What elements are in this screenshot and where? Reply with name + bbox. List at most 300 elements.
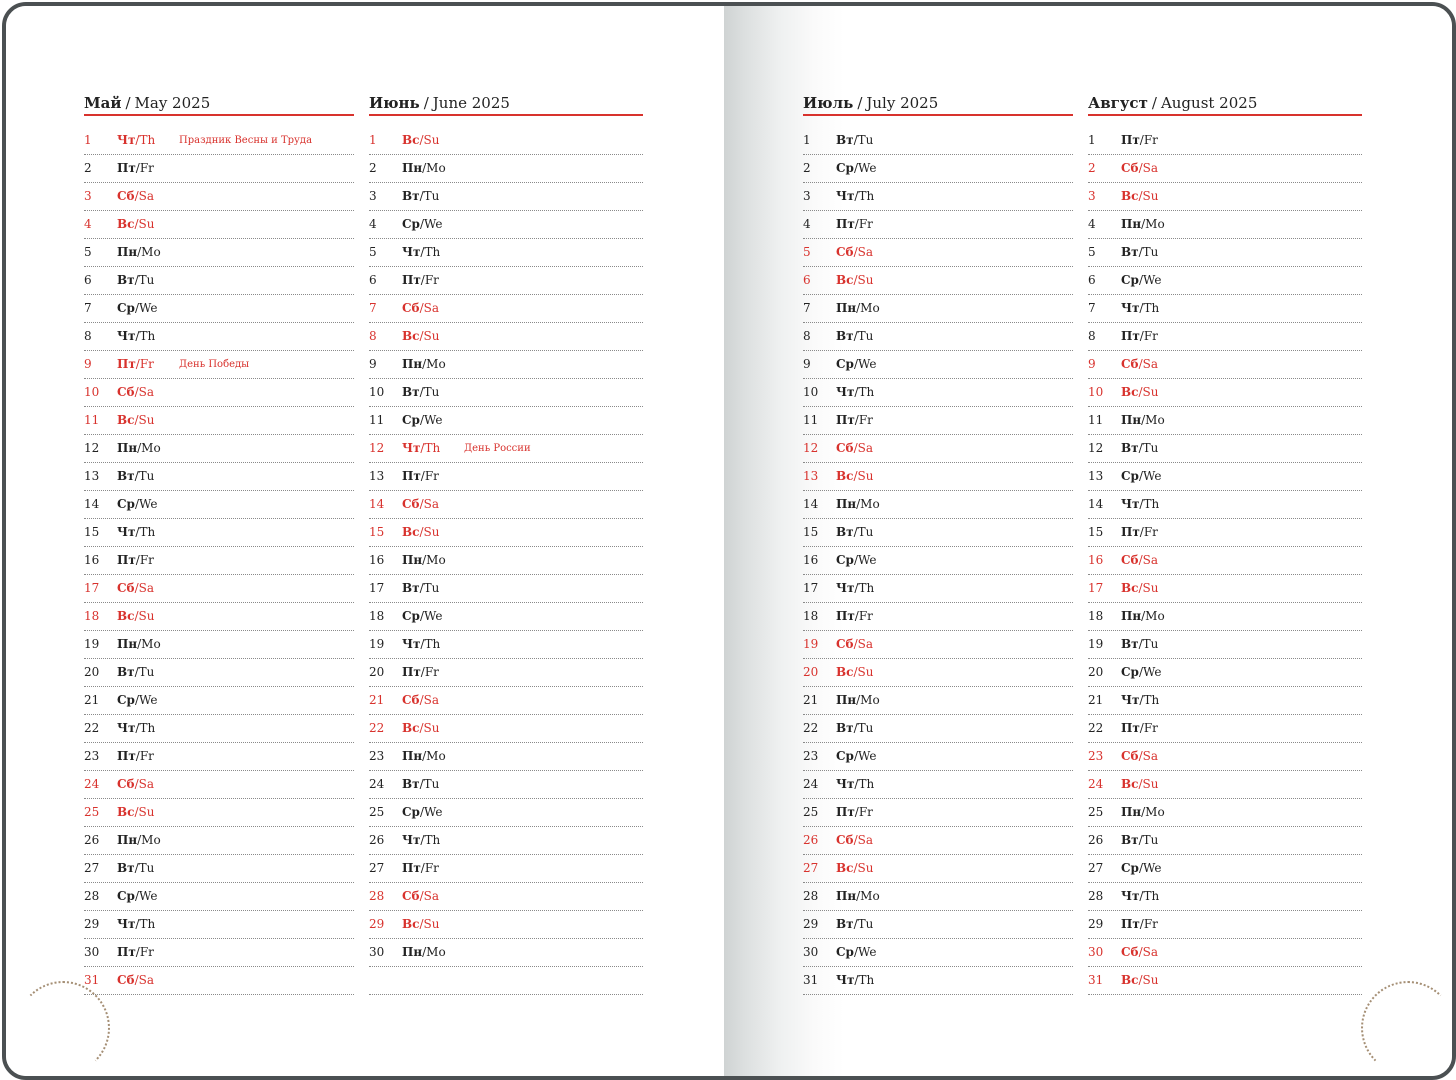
corner-ornament-right [1361, 981, 1455, 1075]
weekday-en: Th [1143, 889, 1160, 903]
weekday: Пн/Mo [117, 833, 161, 847]
weekday: Вс/Su [836, 665, 874, 679]
weekday-en: We [424, 217, 443, 231]
weekday-ru: Пт [117, 945, 136, 959]
weekday-en: Th [424, 833, 441, 847]
weekday-en: Tu [857, 133, 874, 147]
weekday-ru: Чт [1121, 889, 1140, 903]
day-row [84, 379, 354, 407]
day-number: 11 [369, 413, 385, 427]
weekday: Сб/Sa [402, 497, 439, 511]
weekday-ru: Ср [1121, 469, 1139, 483]
day-row [84, 239, 354, 267]
day-row [803, 715, 1073, 743]
weekday-en: Mo [860, 497, 880, 511]
weekday: Вт/Tu [1121, 245, 1159, 259]
weekday-ru: Пт [402, 273, 421, 287]
weekday: Вт/Tu [1121, 441, 1159, 455]
weekday-en: Su [1142, 189, 1159, 203]
weekday-ru: Ср [402, 413, 420, 427]
day-number: 26 [803, 833, 819, 847]
weekday-en: Mo [141, 441, 161, 455]
weekday: Вс/Su [402, 329, 440, 343]
weekday-en: Fr [139, 357, 154, 371]
day-row [369, 603, 643, 631]
day-number: 18 [803, 609, 819, 623]
weekday-en: Tu [857, 917, 874, 931]
weekday: Вт/Tu [836, 329, 874, 343]
weekday: Сб/Sa [117, 581, 154, 595]
weekday-en: Mo [1145, 217, 1165, 231]
day-row [84, 911, 354, 939]
day-row [1088, 519, 1362, 547]
weekday-en: Fr [1143, 329, 1158, 343]
weekday-ru: Ср [836, 945, 854, 959]
weekday-en: Su [423, 133, 440, 147]
month-title [1088, 92, 1362, 116]
day-row [1088, 127, 1362, 155]
day-number: 26 [84, 833, 100, 847]
weekday: Вт/Tu [117, 469, 155, 483]
weekday-ru: Чт [402, 833, 421, 847]
day-number: 23 [84, 749, 100, 763]
weekday-ru: Вт [836, 525, 854, 539]
weekday: Вт/Tu [836, 525, 874, 539]
day-number: 21 [84, 693, 100, 707]
weekday: Пн/Mo [402, 161, 446, 175]
weekday: Пн/Mo [836, 301, 880, 315]
day-row [84, 435, 354, 463]
day-list [1088, 127, 1362, 995]
weekday-en: Sa [423, 301, 439, 315]
day-number: 23 [369, 749, 385, 763]
weekday-en: Th [858, 973, 875, 987]
weekday: Ср/We [402, 413, 443, 427]
weekday-ru: Чт [1121, 693, 1140, 707]
weekday-en: Su [423, 917, 440, 931]
day-list [84, 127, 354, 995]
weekday-ru: Вт [117, 665, 135, 679]
weekday: Вт/Tu [402, 385, 440, 399]
weekday-en: Fr [858, 413, 873, 427]
corner-ornament-left [16, 981, 110, 1075]
day-number: 21 [1088, 693, 1104, 707]
weekday-ru: Сб [1121, 749, 1139, 763]
weekday-ru: Пт [836, 609, 855, 623]
weekday-en: We [1143, 861, 1162, 875]
weekday-en: We [139, 301, 158, 315]
day-row [369, 323, 643, 351]
day-row [369, 631, 643, 659]
day-number: 5 [1088, 245, 1096, 259]
weekday-en: Th [424, 245, 441, 259]
weekday: Чт/Th [836, 973, 875, 987]
day-row [369, 267, 643, 295]
weekday-ru: Вт [836, 721, 854, 735]
weekday: Сб/Sa [402, 889, 439, 903]
weekday-ru: Вс [117, 609, 135, 623]
weekday: Пт/Fr [117, 161, 154, 175]
weekday-ru: Сб [402, 301, 420, 315]
weekday-en: We [424, 609, 443, 623]
holiday-note: Праздник Весны и Труда [179, 135, 313, 146]
day-row [369, 547, 643, 575]
day-row [1088, 799, 1362, 827]
day-row [803, 687, 1073, 715]
day-number: 27 [803, 861, 819, 875]
weekday: Вс/Su [1121, 189, 1159, 203]
weekday-en: Th [139, 133, 156, 147]
weekday-en: Mo [426, 161, 446, 175]
day-number: 3 [803, 189, 811, 203]
weekday: Ср/We [117, 693, 158, 707]
day-row [369, 239, 643, 267]
weekday-en: We [1143, 273, 1162, 287]
weekday-en: Th [1143, 693, 1160, 707]
day-number: 31 [803, 973, 819, 987]
weekday: Сб/Sa [402, 693, 439, 707]
day-number: 20 [84, 665, 100, 679]
weekday-ru: Ср [1121, 665, 1139, 679]
weekday: Ср/We [117, 497, 158, 511]
weekday-ru: Пн [402, 945, 423, 959]
weekday-en: Mo [860, 301, 880, 315]
day-row [803, 771, 1073, 799]
day-number: 12 [369, 441, 385, 455]
day-number: 26 [369, 833, 385, 847]
weekday: Сб/Sa [836, 441, 873, 455]
day-number: 20 [803, 665, 819, 679]
weekday: Сб/Sa [1121, 161, 1158, 175]
weekday-en: Sa [857, 245, 873, 259]
day-row [84, 967, 354, 995]
weekday-ru: Сб [117, 973, 135, 987]
weekday-ru: Пн [836, 693, 857, 707]
day-number: 16 [84, 553, 100, 567]
day-number: 12 [1088, 441, 1104, 455]
weekday-ru: Пн [402, 553, 423, 567]
weekday-en: Th [1143, 497, 1160, 511]
day-number: 2 [1088, 161, 1096, 175]
weekday-ru: Пт [1121, 329, 1140, 343]
weekday-en: Fr [1143, 917, 1158, 931]
weekday: Чт/Th [1121, 497, 1160, 511]
weekday-en: Fr [1143, 133, 1158, 147]
day-number: 6 [369, 273, 377, 287]
weekday: Пн/Mo [402, 749, 446, 763]
day-number: 24 [803, 777, 819, 791]
day-number: 18 [369, 609, 385, 623]
day-row [84, 491, 354, 519]
weekday-ru: Вс [836, 665, 854, 679]
holiday-note: День Победы [179, 359, 250, 370]
weekday-en: Su [138, 413, 155, 427]
day-row [803, 211, 1073, 239]
weekday-ru: Пт [402, 665, 421, 679]
weekday: Вт/Tu [836, 917, 874, 931]
weekday: Пт/Fr [117, 749, 154, 763]
weekday: Сб/Sa [1121, 749, 1158, 763]
day-row [369, 743, 643, 771]
day-row [369, 771, 643, 799]
weekday-ru: Чт [402, 441, 421, 455]
weekday-ru: Сб [117, 189, 135, 203]
day-row [1088, 631, 1362, 659]
weekday: Пн/Mo [1121, 217, 1165, 231]
weekday: Сб/Sa [117, 973, 154, 987]
day-number: 14 [84, 497, 100, 511]
weekday-ru: Вс [836, 273, 854, 287]
weekday-en: Mo [141, 833, 161, 847]
weekday-ru: Вт [402, 385, 420, 399]
weekday-en: Tu [1142, 245, 1159, 259]
weekday-ru: Пт [1121, 917, 1140, 931]
day-row [803, 967, 1073, 995]
day-row [803, 827, 1073, 855]
day-number: 9 [84, 357, 92, 371]
weekday-en: We [1143, 469, 1162, 483]
weekday-en: We [139, 889, 158, 903]
day-row [803, 575, 1073, 603]
day-row [84, 295, 354, 323]
month-name-ru: Май [84, 94, 122, 112]
day-number: 13 [803, 469, 819, 483]
weekday: Сб/Sa [117, 385, 154, 399]
day-number: 11 [1088, 413, 1104, 427]
weekday: Ср/We [117, 301, 158, 315]
day-row [369, 659, 643, 687]
weekday-en: Sa [423, 693, 439, 707]
day-number: 23 [803, 749, 819, 763]
day-number: 22 [803, 721, 819, 735]
day-number: 16 [803, 553, 819, 567]
day-number: 7 [84, 301, 92, 315]
day-number: 28 [369, 889, 385, 903]
weekday-ru: Ср [117, 693, 135, 707]
weekday-ru: Пн [117, 245, 138, 259]
day-row [369, 827, 643, 855]
weekday-ru: Вс [402, 525, 420, 539]
day-row [1088, 603, 1362, 631]
weekday-en: Mo [426, 749, 446, 763]
day-row [369, 883, 643, 911]
day-number: 7 [1088, 301, 1096, 315]
weekday: Пн/Mo [836, 693, 880, 707]
day-row [1088, 323, 1362, 351]
weekday: Вс/Su [402, 133, 440, 147]
month-name-en: July 2025 [866, 94, 939, 112]
weekday-en: Sa [138, 777, 154, 791]
day-number: 3 [1088, 189, 1096, 203]
weekday: Пн/Mo [402, 945, 446, 959]
weekday-ru: Чт [836, 189, 855, 203]
weekday: Ср/We [836, 749, 877, 763]
day-number: 6 [1088, 273, 1096, 287]
day-number: 22 [84, 721, 100, 735]
weekday: Чт/Th [836, 385, 875, 399]
weekday: Пт/Fr [117, 945, 154, 959]
weekday-en: Sa [138, 973, 154, 987]
weekday-en: Su [857, 273, 874, 287]
day-number: 29 [1088, 917, 1104, 931]
day-number: 4 [803, 217, 811, 231]
weekday-en: Th [858, 581, 875, 595]
weekday: Вт/Tu [402, 189, 440, 203]
weekday: Чт/Th [117, 917, 156, 931]
day-number: 21 [369, 693, 385, 707]
day-number: 15 [1088, 525, 1104, 539]
day-row [1088, 855, 1362, 883]
weekday: Вт/Tu [117, 665, 155, 679]
weekday-en: We [858, 161, 877, 175]
weekday-ru: Чт [1121, 301, 1140, 315]
weekday-ru: Пт [1121, 525, 1140, 539]
weekday-en: We [1143, 665, 1162, 679]
day-number: 8 [803, 329, 811, 343]
weekday: Пт/Fr [1121, 133, 1158, 147]
weekday: Сб/Sa [117, 189, 154, 203]
weekday-en: Su [423, 329, 440, 343]
day-row [84, 183, 354, 211]
day-number: 5 [369, 245, 377, 259]
weekday: Вт/Tu [1121, 833, 1159, 847]
weekday-en: Tu [1142, 637, 1159, 651]
weekday-en: Fr [139, 161, 154, 175]
day-row [369, 127, 643, 155]
day-number: 5 [803, 245, 811, 259]
day-row [803, 435, 1073, 463]
weekday-en: Su [1142, 581, 1159, 595]
day-number: 16 [1088, 553, 1104, 567]
weekday-ru: Сб [117, 581, 135, 595]
weekday-ru: Вс [836, 861, 854, 875]
weekday: Сб/Sa [1121, 357, 1158, 371]
day-row [369, 911, 643, 939]
weekday-ru: Пн [1121, 805, 1142, 819]
day-row [803, 911, 1073, 939]
day-row [84, 659, 354, 687]
day-row [1088, 155, 1362, 183]
day-number: 25 [1088, 805, 1104, 819]
weekday-en: Sa [138, 385, 154, 399]
day-row [84, 211, 354, 239]
weekday-ru: Пт [1121, 721, 1140, 735]
weekday: Чт/Th [1121, 889, 1160, 903]
day-number: 22 [1088, 721, 1104, 735]
weekday: Вс/Su [836, 273, 874, 287]
weekday-en: Tu [857, 525, 874, 539]
weekday-en: Sa [857, 833, 873, 847]
day-row [1088, 407, 1362, 435]
day-number: 4 [84, 217, 92, 231]
weekday: Чт/Th [402, 441, 441, 455]
day-row [84, 547, 354, 575]
day-row [1088, 463, 1362, 491]
weekday: Вс/Su [117, 609, 155, 623]
day-row [369, 155, 643, 183]
day-row [803, 351, 1073, 379]
weekday-en: Mo [426, 553, 446, 567]
weekday: Вс/Su [117, 217, 155, 231]
weekday-en: Mo [860, 693, 880, 707]
weekday-ru: Вт [1121, 245, 1139, 259]
day-row [84, 883, 354, 911]
day-number: 20 [1088, 665, 1104, 679]
weekday-en: Sa [857, 441, 873, 455]
day-number: 9 [803, 357, 811, 371]
day-number: 21 [803, 693, 819, 707]
weekday-en: Th [139, 721, 156, 735]
day-number: 11 [803, 413, 819, 427]
day-number: 1 [1088, 133, 1096, 147]
weekday: Вт/Tu [836, 133, 874, 147]
weekday-en: Fr [139, 553, 154, 567]
day-row [84, 939, 354, 967]
weekday-en: Th [858, 189, 875, 203]
day-row [84, 351, 354, 379]
day-number: 13 [84, 469, 100, 483]
weekday-ru: Ср [836, 357, 854, 371]
day-row [369, 463, 643, 491]
weekday-en: Th [139, 525, 156, 539]
weekday-en: Sa [1142, 749, 1158, 763]
weekday-en: Fr [858, 609, 873, 623]
day-row [1088, 547, 1362, 575]
day-row [1088, 715, 1362, 743]
weekday-en: Su [423, 721, 440, 735]
month-separator: / [423, 94, 429, 112]
day-number: 31 [1088, 973, 1104, 987]
day-row [803, 519, 1073, 547]
day-number: 2 [369, 161, 377, 175]
weekday-en: Mo [1145, 805, 1165, 819]
weekday-en: Mo [1145, 609, 1165, 623]
weekday-en: Fr [858, 217, 873, 231]
day-row [369, 351, 643, 379]
weekday: Вс/Su [402, 525, 440, 539]
weekday-ru: Пн [836, 497, 857, 511]
day-number: 26 [1088, 833, 1104, 847]
day-row [803, 295, 1073, 323]
weekday-ru: Ср [836, 749, 854, 763]
weekday-en: Su [1142, 385, 1159, 399]
weekday-en: Su [138, 805, 155, 819]
weekday: Ср/We [836, 357, 877, 371]
weekday: Пт/Fr [402, 273, 439, 287]
day-row [803, 239, 1073, 267]
weekday-en: We [858, 553, 877, 567]
weekday: Пт/Fr [117, 357, 154, 371]
day-number: 28 [803, 889, 819, 903]
weekday-en: Tu [423, 189, 440, 203]
day-number: 18 [1088, 609, 1104, 623]
day-row [84, 519, 354, 547]
day-row [1088, 267, 1362, 295]
day-number: 9 [1088, 357, 1096, 371]
weekday: Ср/We [402, 609, 443, 623]
weekday-en: Fr [424, 469, 439, 483]
weekday-ru: Чт [836, 777, 855, 791]
day-number: 19 [1088, 637, 1104, 651]
planner-spread [2, 2, 1456, 1080]
day-row [1088, 183, 1362, 211]
day-row [369, 211, 643, 239]
weekday-ru: Пн [402, 161, 423, 175]
day-row [369, 183, 643, 211]
weekday-en: We [424, 413, 443, 427]
weekday-ru: Вс [402, 133, 420, 147]
weekday-ru: Чт [402, 637, 421, 651]
